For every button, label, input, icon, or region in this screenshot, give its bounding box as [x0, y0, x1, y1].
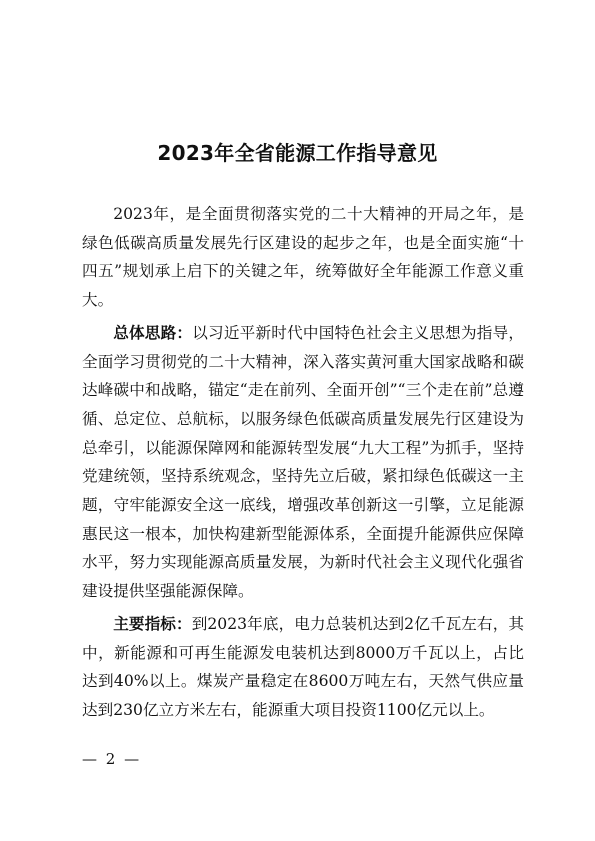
document-title: 2023年全省能源工作指导意见	[157, 141, 438, 165]
main-indicators-paragraph	[82, 610, 524, 725]
main-indicators-text: 到2023年底，电力总装机达到2亿千瓦左右，其中，新能源和可再生能源发电装机达到8000万千瓦以上，占比达到40%以上。煤炭产量稳定在8600万吨左右，天然气供应量达到230亿立方米左右，能源重大项目投资1100亿元以上。	[82, 614, 524, 719]
general-approach-heading: 总体思路：	[113, 323, 193, 342]
document-body	[82, 200, 524, 729]
general-approach-text: 以习近平新时代中国特色社会主义思想为指导，全面学习贯彻党的二十大精神，深入落实黄河重大国家战略和碳达峰碳中和战略，锚定“走在前列、全面开创”“三个走在前”总遵循、总定位、总航标，以服务绿色低碳高质量发展先行区建设为总牵引，以能源保障网和能源转型发展“九大工程”为抓手，坚持党建统领，坚持系统观念，坚持先立后破，紧扣绿色低碳这一主题，守牢能源安全这一底线，增强改革创新这一引擎，立足能源惠民这一根本，加快构建新型能源体系，全面提升能源供应保障水平，努力实现能源高质量发展，为新时代社会主义现代化强省建设提供坚强能源保障。	[82, 323, 524, 601]
general-approach-paragraph	[82, 319, 524, 606]
intro-paragraph-text: 2023年，是全面贯彻落实党的二十大精神的开局之年，是绿色低碳高质量发展先行区建设的起步之年，也是全面实施“十四五”规划承上启下的关键之年，统筹做好全年能源工作意义重大。	[82, 205, 524, 310]
main-indicators-heading: 主要指标：	[113, 614, 192, 633]
page-number: — 2 —	[82, 750, 142, 768]
intro-paragraph	[82, 200, 524, 315]
